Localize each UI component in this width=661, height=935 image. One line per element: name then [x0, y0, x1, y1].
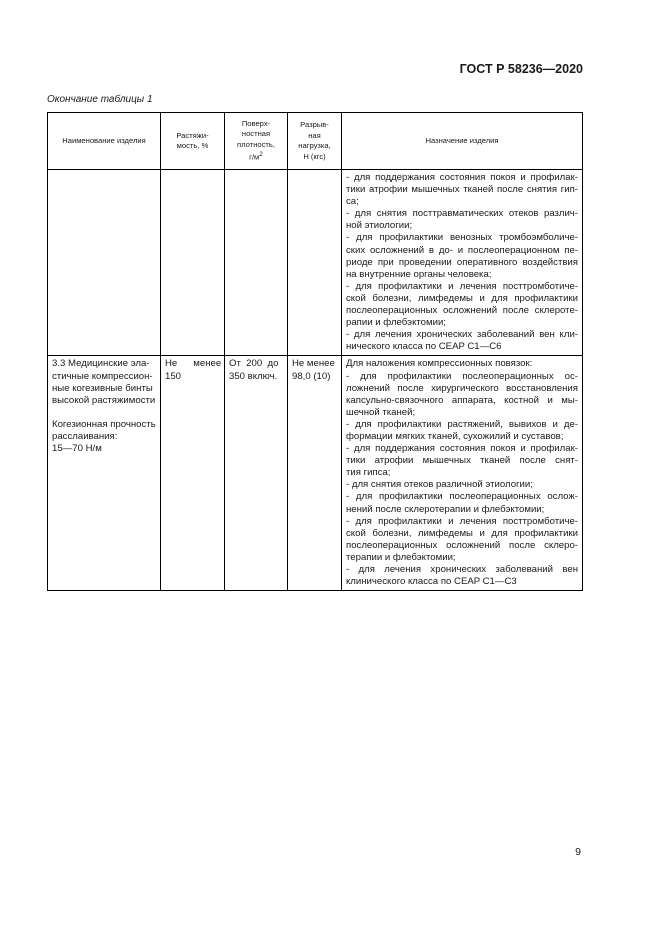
text-line: 98,0 (10): [292, 370, 331, 382]
header-load: Разрыв- ная нагрузка, Н (кгс): [288, 113, 342, 170]
text-line: - для профилактики растяжений, вывихов и де-: [346, 418, 578, 430]
text-line: ских осложнений в до- и послеоперационном пе-: [346, 244, 578, 256]
text-line: терапии и флебэктомии;: [346, 551, 456, 563]
text-line: - для профилактики и лечения посттромботиче-: [346, 515, 578, 527]
text-line: 3.3 Медицинские эла-: [52, 358, 150, 370]
text-line: ной этиологии;: [346, 220, 413, 232]
text-line: ложнений после хирургического восстановления: [346, 382, 578, 394]
text-line: - для профилактики послеоперационных ос-: [346, 370, 578, 382]
text-line: ской болезни, лимфедемы и для профилактики: [346, 527, 578, 539]
cell-density: [225, 170, 288, 356]
text-line: са;: [346, 196, 359, 208]
text-line: на внутренние органы человека;: [346, 268, 492, 280]
cell-name: [48, 170, 161, 356]
cell-stretch: [161, 356, 225, 591]
text-line: Когезионная прочность: [52, 418, 156, 430]
text-line: капсульно-связочного аппарата, костной и мы-: [346, 394, 578, 406]
table-header-row: [48, 113, 583, 170]
cell-purpose: [342, 356, 583, 591]
header-stretch: Растяжи- мость, %: [161, 113, 225, 170]
product-table: [47, 112, 583, 591]
text-line: послеоперационных осложнений после склероте-: [346, 305, 578, 317]
header-name: Наименование изделия: [48, 113, 161, 170]
text-line: формации мягких тканей, сухожилий и суставов;: [346, 430, 564, 442]
text-line: - для снятия отеков различной этиологии;: [346, 479, 533, 491]
text-line: стичные компрессион-: [52, 370, 153, 382]
text-line: высокой растяжимости: [52, 394, 156, 406]
header-density: Поверх- ностная плотность, $г/м^2$: [225, 113, 288, 170]
text-line: Не менее: [165, 358, 222, 370]
cell-name: [48, 356, 161, 591]
page-number: 9: [575, 846, 581, 858]
text-line: тия гипса;: [346, 467, 391, 479]
text-line: ные когезивные бинты: [52, 382, 153, 394]
text-line: От 200 до: [229, 358, 279, 370]
cell-purpose: [342, 170, 583, 356]
cell-load: [288, 356, 342, 591]
text-line: рапии и флебэктомии;: [346, 317, 446, 329]
table-row: [48, 170, 583, 356]
text-line: - для поддержания состояния покоя и профилак-: [346, 443, 578, 455]
text-line: клинического класса по CEAP C1—C3: [346, 576, 517, 588]
table-row: [48, 356, 583, 591]
table-caption: Окончание таблицы 1: [47, 94, 153, 105]
text-line: ской болезни, лимфедемы и для профилактики: [346, 292, 578, 304]
standard-id: ГОСТ Р 58236—2020: [459, 62, 583, 76]
text-line: 350 включ.: [229, 370, 278, 382]
header-purpose: Назначение изделия: [342, 113, 583, 170]
text-line: расслаивания:: [52, 430, 118, 442]
text-line: - для профилактики венозных тромбоэмболиче-: [346, 232, 578, 244]
text-line: - для поддержания состояния покоя и профилак-: [346, 172, 578, 183]
text-line: нений после склеротерапии и флебэктомии;: [346, 503, 545, 515]
text-line: шечной тканей;: [346, 406, 416, 418]
text-line: Не менее: [292, 358, 335, 370]
text-line: 150: [165, 370, 182, 382]
text-line: тики атрофии мышечных тканей после снят-: [346, 455, 578, 467]
text-line: тики атрофии мышечных тканей после снятия гип-: [346, 184, 578, 196]
text-line: - для лечения хронических заболеваний вен: [346, 564, 578, 575]
text-line: Для наложения компрессионных повязок:: [346, 358, 533, 370]
text-line: риоде при проведении оперативного воздействия: [346, 256, 578, 268]
text-line: послеоперационных осложнений после склеро-: [346, 539, 578, 551]
cell-density: [225, 356, 288, 591]
text-line: нического класса по CEAP C1—C6: [346, 341, 502, 353]
text-line: - для профилактики и лечения посттромботиче-: [346, 280, 578, 292]
text-line: - для лечения хронических заболеваний вен кли-: [346, 329, 578, 341]
text-line: 15—70 Н/м: [52, 442, 102, 454]
cell-load: [288, 170, 342, 356]
cell-stretch: [161, 170, 225, 356]
text-line: - для профилактики послеоперационных ослож-: [346, 491, 578, 503]
text-line: - для снятия посттравматических отеков различ-: [346, 208, 578, 220]
